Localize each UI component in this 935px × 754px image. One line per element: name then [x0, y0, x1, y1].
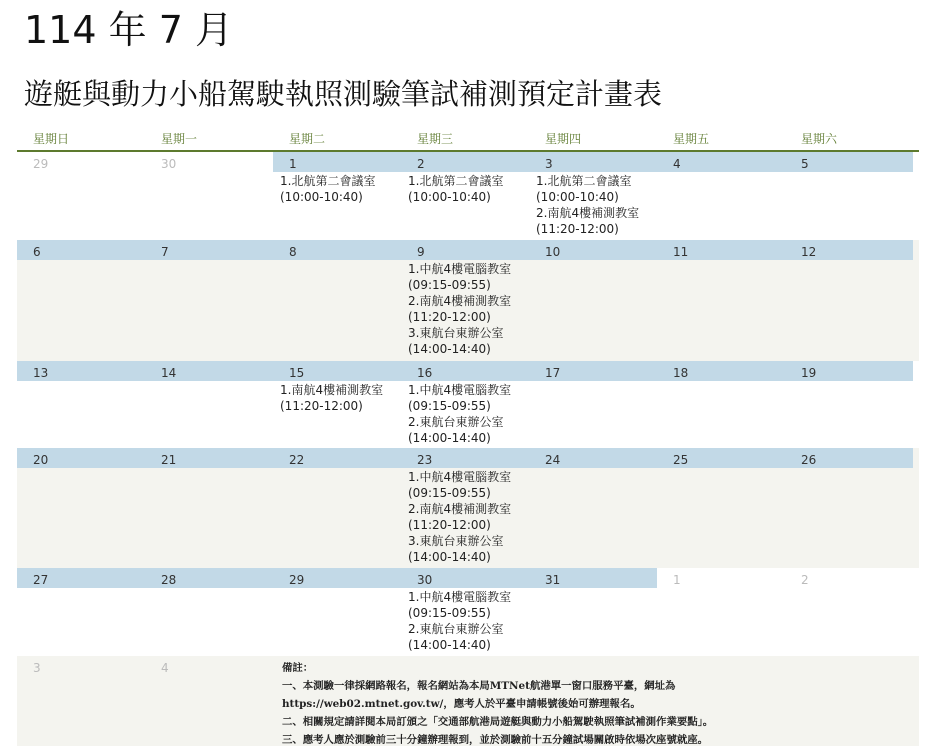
event-line: 2.南航4樓補測教室 — [536, 206, 640, 220]
calendar-day[interactable] — [657, 152, 785, 240]
calendar-day[interactable] — [401, 568, 529, 656]
calendar-day[interactable] — [17, 656, 145, 746]
day-events — [401, 468, 529, 565]
event-line: (10:00-10:40) — [536, 190, 619, 204]
calendar-day[interactable] — [529, 240, 657, 361]
day-number: 30 — [401, 568, 529, 588]
day-number: 20 — [17, 448, 145, 468]
calendar-day[interactable] — [145, 448, 273, 568]
event-line: 1.中航4樓電腦教室 — [408, 383, 512, 397]
event-line: (14:00-14:40) — [408, 638, 491, 652]
calendar-day[interactable] — [145, 152, 273, 240]
calendar-week — [17, 568, 919, 656]
event-line: (14:00-14:40) — [408, 342, 491, 356]
weekday-label: 星期四 — [545, 132, 582, 146]
day-number: 30 — [161, 157, 177, 171]
day-events — [273, 172, 401, 205]
calendar-day[interactable] — [273, 448, 401, 568]
day-number: 11 — [657, 240, 785, 260]
calendar-week — [17, 152, 919, 240]
weekday-label: 星期三 — [417, 132, 454, 146]
day-number: 16 — [401, 361, 529, 381]
day-number: 3 — [33, 661, 41, 675]
day-number: 4 — [657, 152, 785, 172]
calendar-day[interactable] — [145, 240, 273, 361]
calendar-week — [17, 240, 919, 361]
day-number: 1 — [673, 573, 681, 587]
event-line: 1.北航第二會議室 — [536, 174, 632, 188]
weekday-label: 星期一 — [161, 132, 198, 146]
event-line: 1.中航4樓電腦教室 — [408, 470, 512, 484]
calendar-day[interactable] — [145, 656, 273, 746]
event-line: (09:15-09:55) — [408, 278, 491, 292]
calendar-day[interactable] — [529, 152, 657, 240]
calendar-day[interactable] — [657, 448, 785, 568]
day-number: 9 — [401, 240, 529, 260]
calendar-day[interactable] — [273, 361, 401, 448]
calendar-day[interactable] — [273, 152, 401, 240]
day-number: 8 — [273, 240, 401, 260]
day-number: 6 — [17, 240, 145, 260]
calendar-day[interactable] — [17, 361, 145, 448]
weekday-label: 星期五 — [673, 132, 710, 146]
day-number: 17 — [529, 361, 657, 381]
calendar-day[interactable] — [529, 448, 657, 568]
calendar-day[interactable] — [273, 568, 401, 656]
event-line: (14:00-14:40) — [408, 550, 491, 564]
calendar-day[interactable] — [17, 568, 145, 656]
calendar-day[interactable] — [17, 448, 145, 568]
calendar-week — [17, 448, 919, 568]
day-events — [273, 381, 401, 414]
day-number: 24 — [529, 448, 657, 468]
calendar-day[interactable] — [657, 568, 785, 656]
calendar-day[interactable] — [17, 152, 145, 240]
calendar-day[interactable] — [785, 568, 913, 656]
day-number: 21 — [145, 448, 273, 468]
day-events — [401, 172, 529, 205]
day-number: 29 — [273, 568, 401, 588]
calendar-day[interactable] — [657, 240, 785, 361]
calendar-day[interactable] — [657, 361, 785, 448]
event-line: (10:00-10:40) — [280, 190, 363, 204]
event-line: (14:00-14:40) — [408, 431, 491, 445]
day-number: 29 — [33, 157, 49, 171]
day-number: 31 — [529, 568, 657, 588]
calendar-day[interactable] — [145, 361, 273, 448]
note-line: https://web02.mtnet.gov.tw/，應考人於平臺申請帳號後始可辦理報名。 — [282, 698, 641, 710]
event-line: 2.南航4樓補測教室 — [408, 294, 512, 308]
calendar-week — [17, 361, 919, 448]
day-number: 18 — [657, 361, 785, 381]
day-number: 7 — [145, 240, 273, 260]
calendar-day[interactable] — [785, 240, 913, 361]
event-line: 1.中航4樓電腦教室 — [408, 590, 512, 604]
day-number: 4 — [161, 661, 169, 675]
note-line: 一、本測驗一律採網路報名，報名網站為本局MTNet航港單一窗口服務平臺，網址為 — [282, 680, 676, 692]
day-number: 23 — [401, 448, 529, 468]
day-number: 5 — [785, 152, 913, 172]
event-line: 3.東航台東辦公室 — [408, 326, 504, 340]
month-title: 114 年 7 月 — [24, 8, 233, 52]
event-line: (09:15-09:55) — [408, 606, 491, 620]
day-number: 3 — [529, 152, 657, 172]
event-line: 2.南航4樓補測教室 — [408, 502, 512, 516]
calendar-day[interactable] — [785, 152, 913, 240]
event-line: 2.東航台東辦公室 — [408, 415, 504, 429]
event-line: (09:15-09:55) — [408, 399, 491, 413]
weekday-label: 星期六 — [801, 132, 838, 146]
day-events — [529, 172, 657, 237]
event-line: 2.東航台東辦公室 — [408, 622, 504, 636]
calendar-day[interactable] — [529, 361, 657, 448]
event-line: 1.中航4樓電腦教室 — [408, 262, 512, 276]
calendar-day[interactable] — [401, 152, 529, 240]
day-events — [401, 260, 529, 357]
calendar-day[interactable] — [401, 361, 529, 448]
day-number: 1 — [273, 152, 401, 172]
day-events — [401, 381, 529, 446]
event-line: (11:20-12:00) — [408, 518, 491, 532]
event-line: 3.東航台東辦公室 — [408, 534, 504, 548]
calendar-day[interactable] — [401, 448, 529, 568]
event-line: 1.北航第二會議室 — [408, 174, 504, 188]
day-number: 22 — [273, 448, 401, 468]
day-number: 27 — [17, 568, 145, 588]
day-number: 28 — [145, 568, 273, 588]
event-line: (09:15-09:55) — [408, 486, 491, 500]
plan-title: 遊艇與動力小船駕駛執照測驗筆試補測預定計畫表 — [24, 77, 663, 111]
notes-heading: 備註： — [282, 662, 314, 674]
event-line: (11:20-12:00) — [536, 222, 619, 236]
day-number: 2 — [401, 152, 529, 172]
day-number: 25 — [657, 448, 785, 468]
day-number: 10 — [529, 240, 657, 260]
event-line: (11:20-12:00) — [408, 310, 491, 324]
calendar-day[interactable] — [145, 568, 273, 656]
day-number: 12 — [785, 240, 913, 260]
event-line: (10:00-10:40) — [408, 190, 491, 204]
event-line: 1.南航4樓補測教室 — [280, 383, 384, 397]
calendar-day[interactable] — [785, 361, 913, 448]
day-number: 2 — [801, 573, 809, 587]
day-number: 13 — [17, 361, 145, 381]
calendar-day[interactable] — [529, 568, 657, 656]
day-number: 15 — [273, 361, 401, 381]
weekday-label: 星期二 — [289, 132, 326, 146]
weekday-label: 星期日 — [33, 132, 70, 146]
note-line: 二、相關規定請詳閱本局訂頒之「交通部航港局遊艇與動力小船駕駛執照筆試補測作業要點」。 — [282, 716, 714, 728]
weekday-header — [17, 128, 919, 152]
day-number: 14 — [145, 361, 273, 381]
day-number: 19 — [785, 361, 913, 381]
calendar-day[interactable] — [273, 240, 401, 361]
calendar-day[interactable] — [401, 240, 529, 361]
note-line: 三、應考人應於測驗前三十分鐘辦理報到，並於測驗前十五分鐘試場關啟時依場次座號就座。 — [282, 734, 709, 746]
event-line: (11:20-12:00) — [280, 399, 363, 413]
day-events — [401, 588, 529, 653]
day-number: 26 — [785, 448, 913, 468]
event-line: 1.北航第二會議室 — [280, 174, 376, 188]
calendar-day[interactable] — [785, 448, 913, 568]
calendar-day[interactable] — [17, 240, 145, 361]
notes — [282, 659, 713, 749]
